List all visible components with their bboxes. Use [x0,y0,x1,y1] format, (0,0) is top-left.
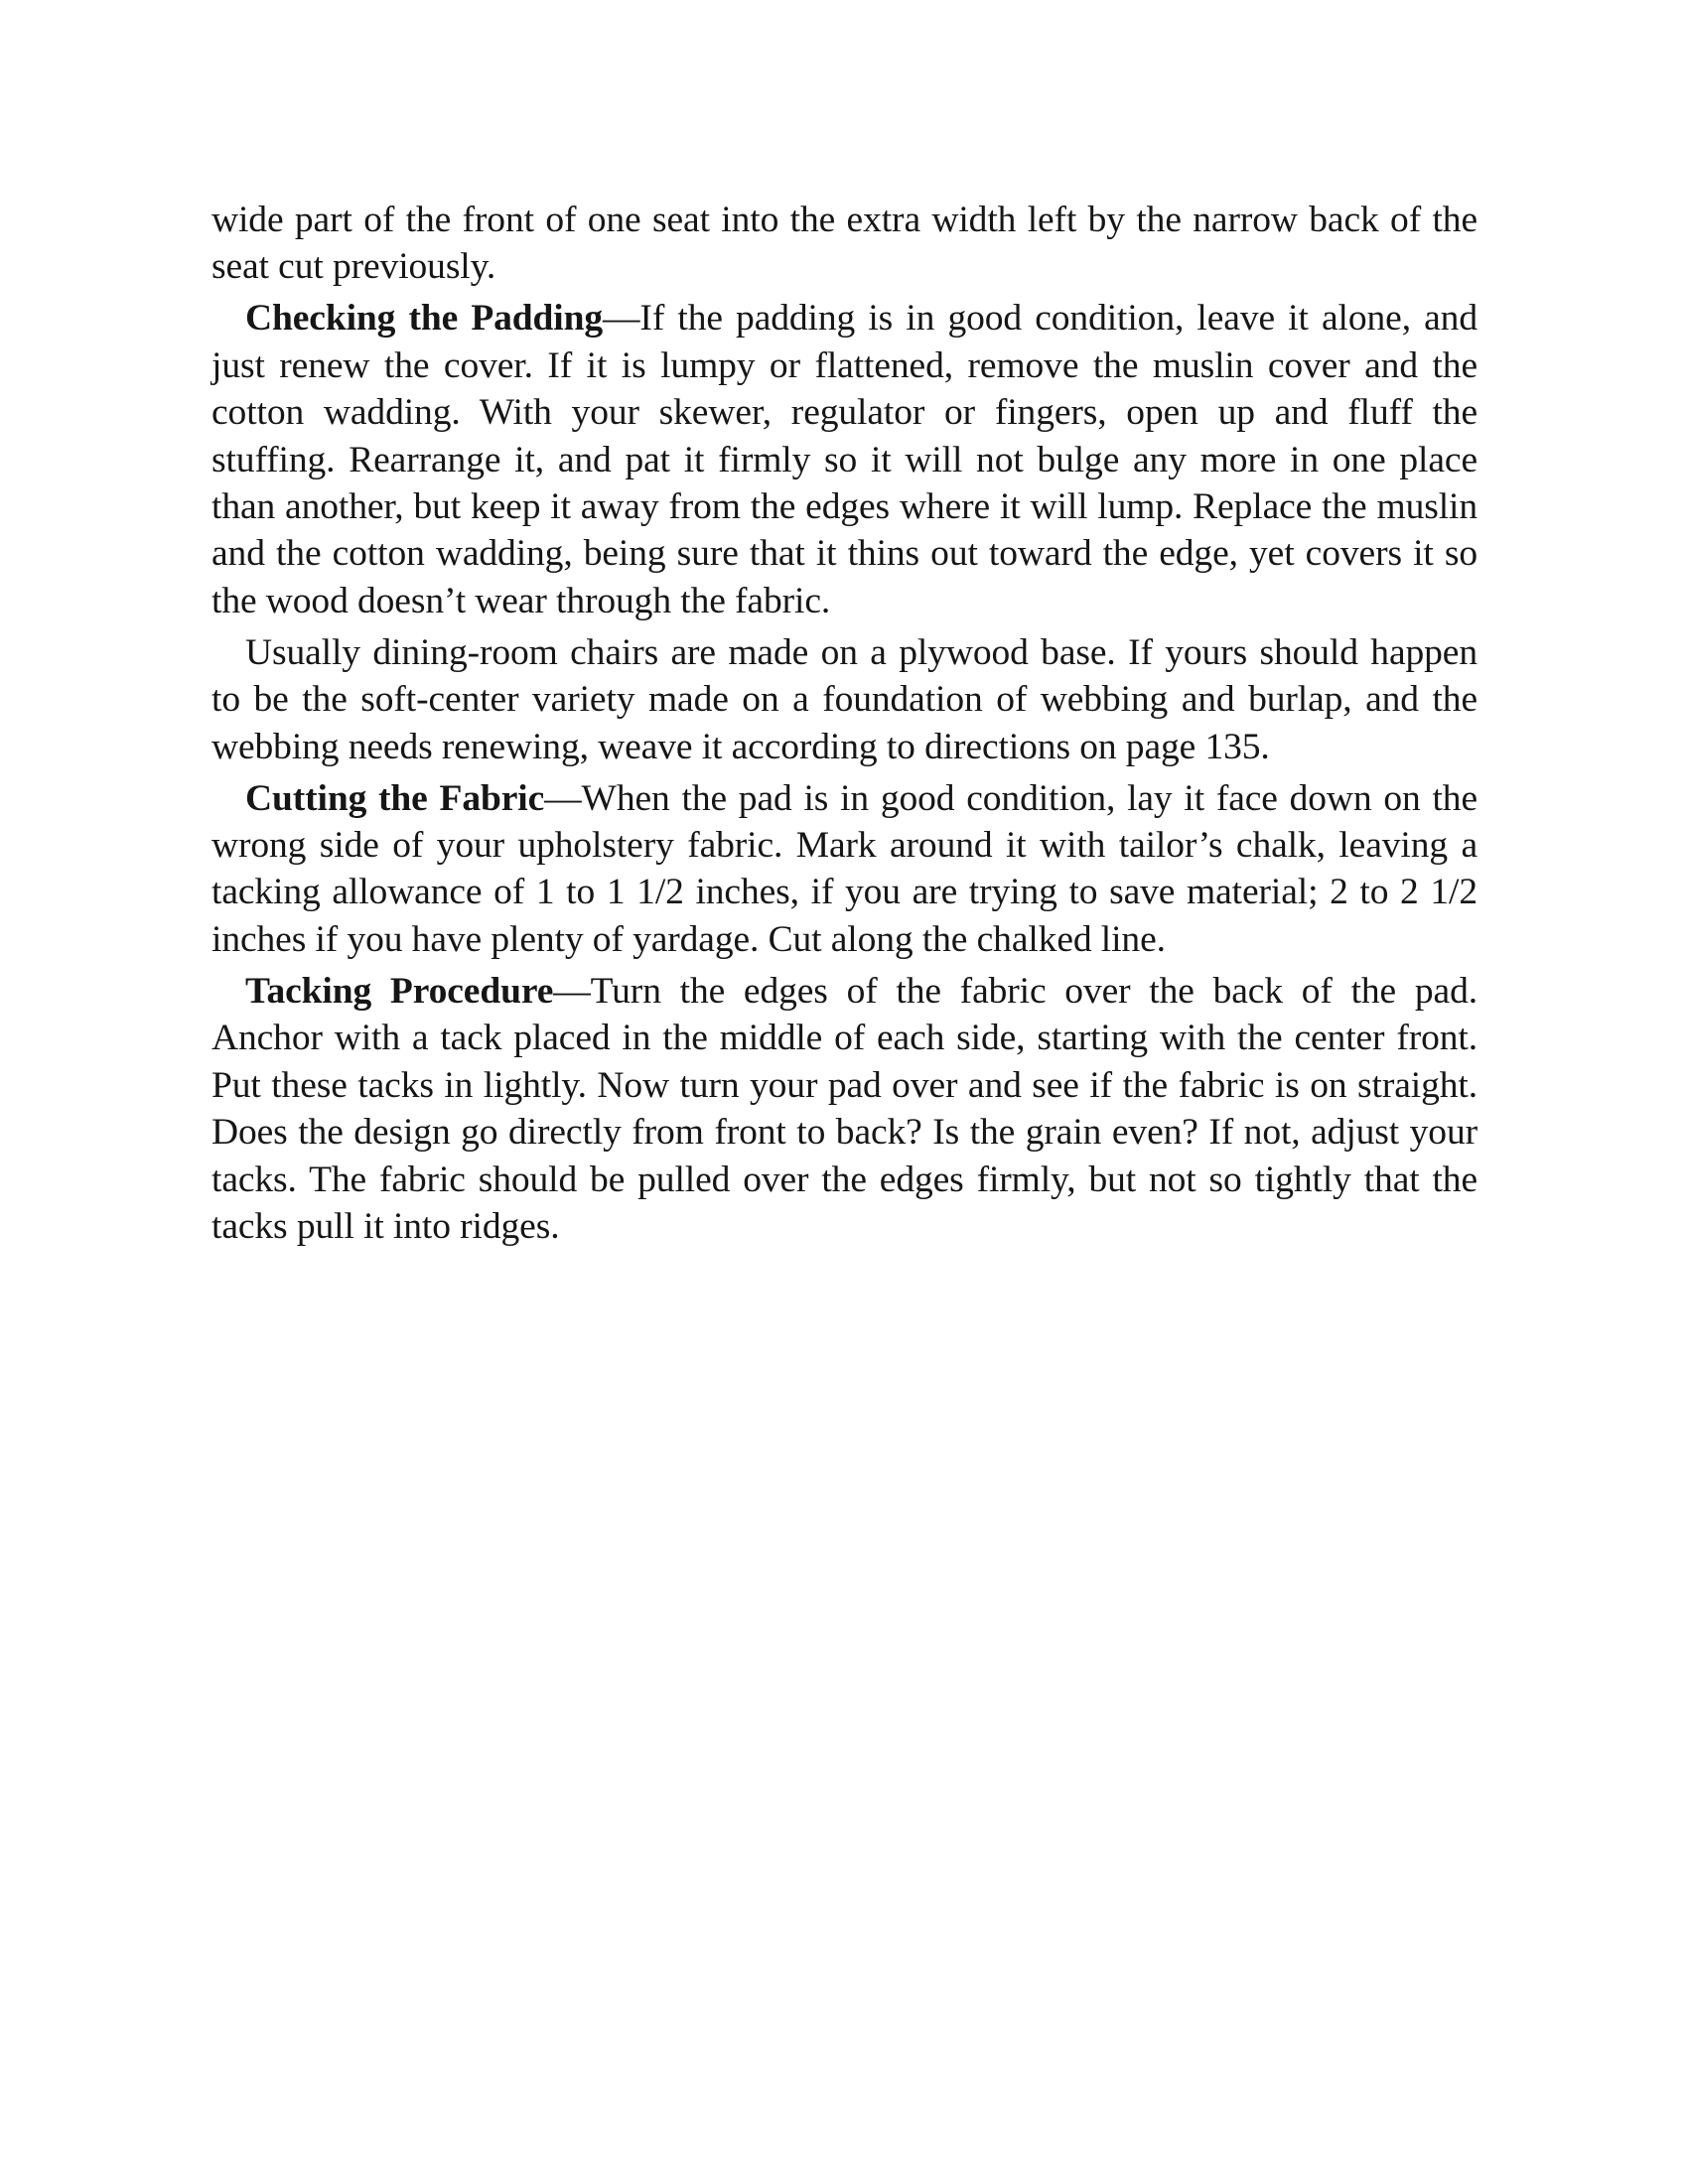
section-heading: Cutting the Fabric [245,777,545,819]
paragraph-text: —When the pad is in good condition, lay it face down on the wrong side of your upholstery fabric. Mark around it with tailor’s chalk, leaving a tacking allowance of 1 to 1 1/2 inches, if you are trying to save material; 2 to 2 1/2 inches if you have plenty of yardage. Cut along the chalked line. [211,777,1477,960]
paragraph-cutting-fabric [211,775,1477,964]
paragraph-text: —If the padding is in good condition, leave it alone, and just renew the cover. If it is lumpy or flattened, remove the muslin cover and the cotton wadding. With your skewer, regulator or fingers, open up and fluff the stuffing. Rearrange it, and pat it firmly so it will not bulge any more in one place than another, but keep it away from the edges where it will lump. Replace the muslin and the cotton wadding, being sure that it thins out toward the edge, yet covers it so the wood doesn’t wear through the fabric. [211,298,1477,621]
section-heading: Tacking Procedure [245,970,554,1012]
page-body [211,197,1477,1255]
paragraph-tacking-procedure [211,968,1477,1250]
paragraph-checking-padding [211,295,1477,624]
section-heading: Checking the Padding [245,298,604,340]
paragraph-continued [211,197,1477,291]
paragraph-text: wide part of the front of one seat into the extra width left by the narrow back of the seat cut previously. [211,200,1477,288]
paragraph-plywood-base [211,629,1477,770]
paragraph-text: Usually dining-room chairs are made on a plywood base. If yours should happen to be the soft-center variety made on a foundation of webbing and burlap, and the webbing needs renewing, weave it according to directions on page 135. [211,631,1477,767]
paragraph-text: —Turn the edges of the fabric over the back of the pad. Anchor with a tack placed in the middle of each side, starting with the center front. Put these tacks in lightly. Now turn your pad over and see if the fabric is on straight. Does the design go directly from front to back? Is the grain even? If not, adjust your tacks. The fabric should be pulled over the edges firmly, but not so tightly that the tacks pull it into ridges. [211,970,1477,1247]
